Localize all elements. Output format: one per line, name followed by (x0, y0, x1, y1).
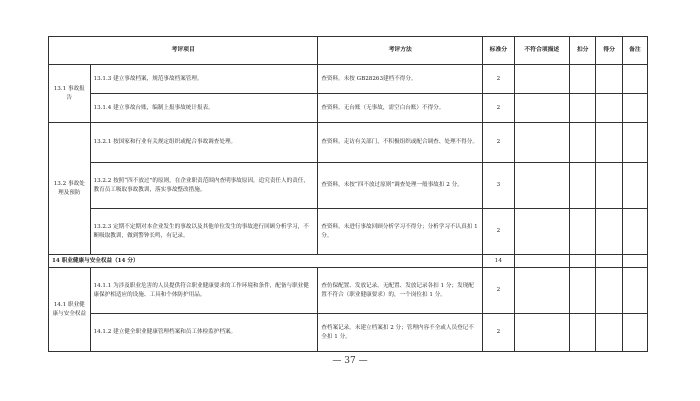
got-cell (596, 65, 622, 94)
header-deduct: 扣分 (569, 37, 595, 65)
table-row (49, 123, 648, 163)
method-cell: 查资料。未按“四不放过原则”调查处理一般事故扣 2 分。 (318, 163, 483, 209)
remark-cell (622, 314, 647, 352)
group-name: 13.1 事故报告 (49, 65, 91, 123)
nonconform-cell (514, 268, 569, 314)
item-cell: 14.1.1 为涉及职业危害的人员提供符合职业健康要求的工作环境和条件，配备与职业健康保护相适应的设施、工具和个体防护用品。 (90, 268, 318, 314)
got-cell (596, 163, 622, 209)
evaluation-table (48, 36, 648, 352)
item-cell: 13.1.3 建立事故档案，规范事故档案管理。 (90, 65, 318, 94)
score-cell: 3 (483, 163, 514, 209)
table-row (49, 209, 648, 255)
method-cell: 查资料。未进行事故回顾分析学习不得分；分析学习不认真扣 1 分。 (318, 209, 483, 255)
remark-cell (622, 163, 647, 209)
item-cell: 13.2.3 定期不定期对本企业发生的事故以及其他单位发生的事故进行回顾分析学习，不断吸取教训，做到警钟长鸣，有记录。 (90, 209, 318, 255)
group-name: 14.1 职业健康与安全权益 (49, 268, 91, 352)
table-row (49, 65, 648, 94)
header-got: 得分 (596, 37, 622, 65)
nonconform-cell (514, 94, 569, 123)
remark-cell (622, 65, 647, 94)
score-cell: 2 (483, 268, 514, 314)
got-cell (596, 255, 622, 268)
header-item: 考评项目 (49, 37, 318, 65)
got-cell (596, 268, 622, 314)
table-row (49, 314, 648, 352)
nonconform-cell (514, 255, 569, 268)
header-nonconform: 不符合项描述 (514, 37, 569, 65)
nonconform-cell (514, 209, 569, 255)
remark-cell (622, 123, 647, 163)
header-score: 标准分 (483, 37, 514, 65)
remark-cell (622, 209, 647, 255)
table-header-row (49, 37, 648, 65)
got-cell (596, 314, 622, 352)
method-cell: 查档案记录。未建立档案扣 2 分；管理内容不全或人员登记不全扣 1 分。 (318, 314, 483, 352)
method-cell: 查资料。走访有关部门，不积极组织或配合调查、处理不得分。 (318, 123, 483, 163)
nonconform-cell (514, 163, 569, 209)
section-row (49, 255, 648, 268)
score-cell: 2 (483, 209, 514, 255)
method-cell: 查资料。无台账（无事故，需空白台账）不得分。 (318, 94, 483, 123)
nonconform-cell (514, 123, 569, 163)
remark-cell (622, 94, 647, 123)
section-score: 14 (483, 255, 514, 268)
got-cell (596, 123, 622, 163)
method-cell: 查资料。未按 GB28263建档不得分。 (318, 65, 483, 94)
score-cell: 2 (483, 314, 514, 352)
header-remark: 备注 (622, 37, 647, 65)
deduct-cell (569, 268, 595, 314)
table-row (49, 94, 648, 123)
deduct-cell (569, 209, 595, 255)
deduct-cell (569, 163, 595, 209)
score-cell: 2 (483, 123, 514, 163)
got-cell (596, 94, 622, 123)
nonconform-cell (514, 314, 569, 352)
score-cell: 2 (483, 94, 514, 123)
item-cell: 13.1.4 建立事故台账，编制上报事故统计报表。 (90, 94, 318, 123)
remark-cell (622, 255, 647, 268)
page-number: — 37 — (332, 356, 368, 366)
item-cell: 13.2.1 按国家和行业有关规定组织或配合事故调查处理。 (90, 123, 318, 163)
item-cell: 13.2.2 按照“四不放过”的原则，在企业职责范围内查明事故原因，追究责任人的责任，教育员工吸取事故教训，落实事故整改措施。 (90, 163, 318, 209)
deduct-cell (569, 255, 595, 268)
deduct-cell (569, 314, 595, 352)
group-name: 13.2 事故处理及预防 (49, 123, 91, 255)
score-cell: 2 (483, 65, 514, 94)
deduct-cell (569, 94, 595, 123)
deduct-cell (569, 65, 595, 94)
got-cell (596, 209, 622, 255)
remark-cell (622, 268, 647, 314)
table-row (49, 163, 648, 209)
method-cell: 查仿保配置、发放记录。无配置、发放记录各扣 1 分；发现配置不符合（职业健康要求）的，一个岗位扣 1 分。 (318, 268, 483, 314)
header-method: 考评方法 (318, 37, 483, 65)
item-cell: 14.1.2 建立健全职业健康管理档案和员工体检监护档案。 (90, 314, 318, 352)
section-title: 14 职业健康与安全权益（14 分） (49, 255, 483, 268)
nonconform-cell (514, 65, 569, 94)
table-row (49, 268, 648, 314)
deduct-cell (569, 123, 595, 163)
